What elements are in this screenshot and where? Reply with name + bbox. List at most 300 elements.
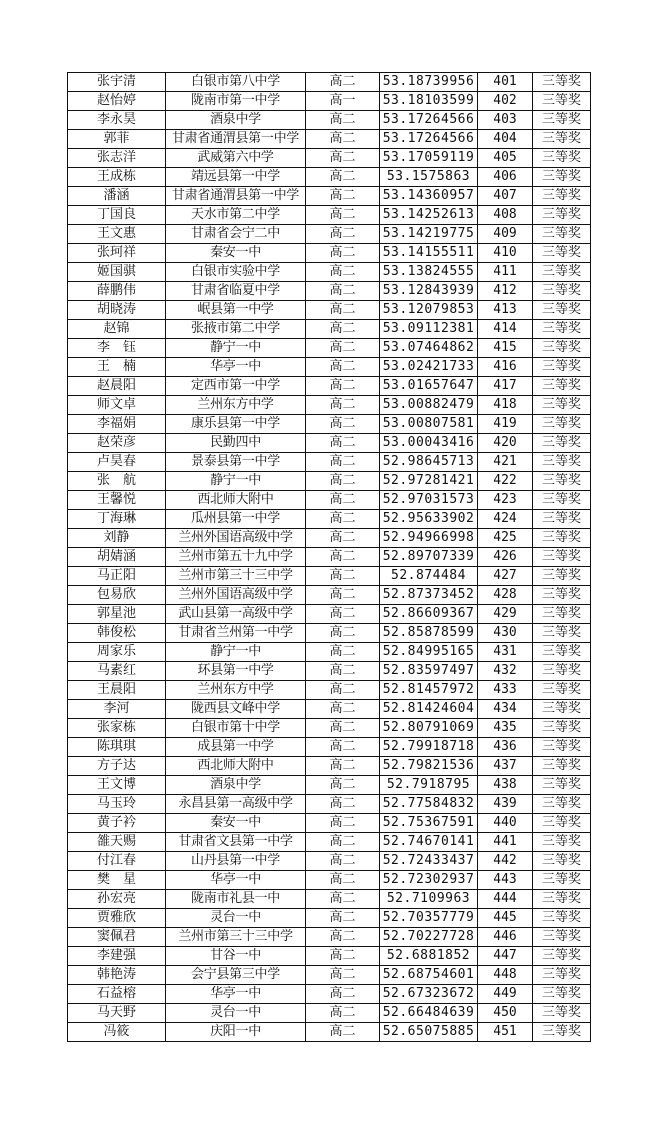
school-cell: 甘肃省文县第一中学 — [166, 833, 306, 852]
name-cell: 赵怡婷 — [68, 92, 166, 111]
award-cell: 三等奖 — [533, 415, 591, 434]
table-row — [68, 586, 591, 605]
score-cell: 52.79821536 — [380, 757, 478, 776]
award-cell: 三等奖 — [533, 168, 591, 187]
name-cell: 张志洋 — [68, 149, 166, 168]
award-cell: 三等奖 — [533, 377, 591, 396]
school-cell: 秦安一中 — [166, 814, 306, 833]
grade-cell: 高二 — [306, 301, 380, 320]
grade-cell: 高二 — [306, 643, 380, 662]
award-cell: 三等奖 — [533, 757, 591, 776]
score-cell: 53.00882479 — [380, 396, 478, 415]
table-row — [68, 776, 591, 795]
score-cell: 52.72433437 — [380, 852, 478, 871]
name-cell: 韩艳涛 — [68, 966, 166, 985]
grade-cell: 高二 — [306, 662, 380, 681]
school-cell: 华亭一中 — [166, 871, 306, 890]
award-cell: 三等奖 — [533, 681, 591, 700]
rank-cell: 435 — [478, 719, 533, 738]
name-cell: 马玉玲 — [68, 795, 166, 814]
rank-cell: 409 — [478, 225, 533, 244]
award-cell: 三等奖 — [533, 776, 591, 795]
school-cell: 灵台一中 — [166, 1004, 306, 1023]
grade-cell: 高二 — [306, 320, 380, 339]
rank-cell: 428 — [478, 586, 533, 605]
award-cell: 三等奖 — [533, 453, 591, 472]
school-cell: 环县第一中学 — [166, 662, 306, 681]
score-cell: 53.12843939 — [380, 282, 478, 301]
school-cell: 岷县第一中学 — [166, 301, 306, 320]
score-cell: 52.80791069 — [380, 719, 478, 738]
score-cell: 53.02421733 — [380, 358, 478, 377]
grade-cell: 高二 — [306, 719, 380, 738]
award-cell: 三等奖 — [533, 206, 591, 225]
school-cell: 庆阳一中 — [166, 1023, 306, 1042]
table-row — [68, 73, 591, 92]
grade-cell: 高二 — [306, 966, 380, 985]
rank-cell: 434 — [478, 700, 533, 719]
school-cell: 华亭一中 — [166, 358, 306, 377]
school-cell: 静宁一中 — [166, 643, 306, 662]
table-row — [68, 833, 591, 852]
award-cell: 三等奖 — [533, 985, 591, 1004]
school-cell: 兰州市第三十三中学 — [166, 928, 306, 947]
score-cell: 52.97031573 — [380, 491, 478, 510]
table-row — [68, 1004, 591, 1023]
grade-cell: 高二 — [306, 529, 380, 548]
grade-cell: 高二 — [306, 985, 380, 1004]
award-cell: 三等奖 — [533, 738, 591, 757]
table-row — [68, 282, 591, 301]
school-cell: 甘肃省临夏中学 — [166, 282, 306, 301]
table-row — [68, 301, 591, 320]
award-cell: 三等奖 — [533, 472, 591, 491]
table-row — [68, 263, 591, 282]
name-cell: 张家栋 — [68, 719, 166, 738]
rank-cell: 441 — [478, 833, 533, 852]
school-cell: 兰州外国语高级中学 — [166, 586, 306, 605]
school-cell: 武威第六中学 — [166, 149, 306, 168]
rank-cell: 419 — [478, 415, 533, 434]
rank-cell: 416 — [478, 358, 533, 377]
award-cell: 三等奖 — [533, 700, 591, 719]
score-cell: 52.72302937 — [380, 871, 478, 890]
rank-cell: 443 — [478, 871, 533, 890]
score-cell: 52.87373452 — [380, 586, 478, 605]
grade-cell: 高二 — [306, 225, 380, 244]
rank-cell: 420 — [478, 434, 533, 453]
table-row — [68, 358, 591, 377]
award-cell: 三等奖 — [533, 624, 591, 643]
rank-cell: 436 — [478, 738, 533, 757]
award-cell: 三等奖 — [533, 890, 591, 909]
school-cell: 甘谷一中 — [166, 947, 306, 966]
grade-cell: 高二 — [306, 586, 380, 605]
grade-cell: 高二 — [306, 909, 380, 928]
rank-cell: 403 — [478, 111, 533, 130]
grade-cell: 高二 — [306, 206, 380, 225]
rank-cell: 414 — [478, 320, 533, 339]
results-table-body — [68, 73, 591, 1042]
award-cell: 三等奖 — [533, 1004, 591, 1023]
school-cell: 酒泉中学 — [166, 111, 306, 130]
grade-cell: 高二 — [306, 434, 380, 453]
score-cell: 53.07464862 — [380, 339, 478, 358]
name-cell: 胡婧涵 — [68, 548, 166, 567]
table-row — [68, 795, 591, 814]
school-cell: 灵台一中 — [166, 909, 306, 928]
name-cell: 贾雅欣 — [68, 909, 166, 928]
grade-cell: 高二 — [306, 890, 380, 909]
grade-cell: 高二 — [306, 681, 380, 700]
rank-cell: 432 — [478, 662, 533, 681]
rank-cell: 439 — [478, 795, 533, 814]
rank-cell: 408 — [478, 206, 533, 225]
award-cell: 三等奖 — [533, 795, 591, 814]
table-row — [68, 985, 591, 1004]
grade-cell: 高二 — [306, 377, 380, 396]
grade-cell: 高二 — [306, 548, 380, 567]
score-cell: 53.14219775 — [380, 225, 478, 244]
score-cell: 53.17264566 — [380, 111, 478, 130]
table-row — [68, 415, 591, 434]
rank-cell: 401 — [478, 73, 533, 92]
rank-cell: 407 — [478, 187, 533, 206]
rank-cell: 427 — [478, 567, 533, 586]
award-cell: 三等奖 — [533, 548, 591, 567]
table-row — [68, 643, 591, 662]
score-cell: 53.00807581 — [380, 415, 478, 434]
rank-cell: 430 — [478, 624, 533, 643]
table-row — [68, 890, 591, 909]
name-cell: 丁国良 — [68, 206, 166, 225]
table-row — [68, 909, 591, 928]
award-cell: 三等奖 — [533, 92, 591, 111]
grade-cell: 高二 — [306, 852, 380, 871]
score-cell: 52.7918795 — [380, 776, 478, 795]
school-cell: 永昌县第一高级中学 — [166, 795, 306, 814]
table-row — [68, 92, 591, 111]
name-cell: 王晨阳 — [68, 681, 166, 700]
award-cell: 三等奖 — [533, 130, 591, 149]
table-row — [68, 396, 591, 415]
table-row — [68, 510, 591, 529]
score-cell: 52.74670141 — [380, 833, 478, 852]
name-cell: 李福娟 — [68, 415, 166, 434]
table-row — [68, 149, 591, 168]
score-cell: 53.17264566 — [380, 130, 478, 149]
rank-cell: 418 — [478, 396, 533, 415]
score-cell: 52.67323672 — [380, 985, 478, 1004]
score-cell: 52.77584832 — [380, 795, 478, 814]
score-cell: 53.00043416 — [380, 434, 478, 453]
award-cell: 三等奖 — [533, 928, 591, 947]
grade-cell: 高二 — [306, 567, 380, 586]
grade-cell: 高二 — [306, 396, 380, 415]
score-cell: 53.14360957 — [380, 187, 478, 206]
grade-cell: 高二 — [306, 871, 380, 890]
school-cell: 天水市第二中学 — [166, 206, 306, 225]
school-cell: 山丹县第一中学 — [166, 852, 306, 871]
table-row — [68, 168, 591, 187]
name-cell: 卢昊春 — [68, 453, 166, 472]
rank-cell: 422 — [478, 472, 533, 491]
name-cell: 刘静 — [68, 529, 166, 548]
score-cell: 52.7109963 — [380, 890, 478, 909]
score-cell: 52.85878599 — [380, 624, 478, 643]
table-row — [68, 377, 591, 396]
award-cell: 三等奖 — [533, 225, 591, 244]
name-cell: 王成栋 — [68, 168, 166, 187]
score-cell: 52.79918718 — [380, 738, 478, 757]
award-cell: 三等奖 — [533, 301, 591, 320]
grade-cell: 高二 — [306, 776, 380, 795]
grade-cell: 高二 — [306, 1004, 380, 1023]
school-cell: 兰州市第三十三中学 — [166, 567, 306, 586]
name-cell: 包易欣 — [68, 586, 166, 605]
grade-cell: 高二 — [306, 833, 380, 852]
school-cell: 张掖市第二中学 — [166, 320, 306, 339]
score-cell: 53.14252613 — [380, 206, 478, 225]
school-cell: 武山县第一高级中学 — [166, 605, 306, 624]
table-row — [68, 130, 591, 149]
score-cell: 52.81457972 — [380, 681, 478, 700]
school-cell: 静宁一中 — [166, 472, 306, 491]
school-cell: 兰州市第五十九中学 — [166, 548, 306, 567]
rank-cell: 450 — [478, 1004, 533, 1023]
grade-cell: 高二 — [306, 244, 380, 263]
score-cell: 52.83597497 — [380, 662, 478, 681]
score-cell: 53.17059119 — [380, 149, 478, 168]
rank-cell: 424 — [478, 510, 533, 529]
school-cell: 定西市第一中学 — [166, 377, 306, 396]
name-cell: 冯筱 — [68, 1023, 166, 1042]
rank-cell: 410 — [478, 244, 533, 263]
score-cell: 52.81424604 — [380, 700, 478, 719]
rank-cell: 440 — [478, 814, 533, 833]
score-cell: 53.1575863 — [380, 168, 478, 187]
score-cell: 52.6881852 — [380, 947, 478, 966]
name-cell: 李河 — [68, 700, 166, 719]
grade-cell: 高二 — [306, 282, 380, 301]
grade-cell: 高一 — [306, 92, 380, 111]
name-cell: 李建强 — [68, 947, 166, 966]
name-cell: 师文卓 — [68, 396, 166, 415]
name-cell: 周家乐 — [68, 643, 166, 662]
rank-cell: 425 — [478, 529, 533, 548]
school-cell: 陇南市礼县一中 — [166, 890, 306, 909]
name-cell: 张宇清 — [68, 73, 166, 92]
score-cell: 52.75367591 — [380, 814, 478, 833]
school-cell: 甘肃省会宁二中 — [166, 225, 306, 244]
table-row — [68, 567, 591, 586]
rank-cell: 417 — [478, 377, 533, 396]
school-cell: 兰州东方中学 — [166, 396, 306, 415]
grade-cell: 高二 — [306, 510, 380, 529]
table-row — [68, 491, 591, 510]
award-cell: 三等奖 — [533, 814, 591, 833]
name-cell: 张 航 — [68, 472, 166, 491]
name-cell: 雒天赐 — [68, 833, 166, 852]
score-cell: 53.18739956 — [380, 73, 478, 92]
name-cell: 窦佩君 — [68, 928, 166, 947]
name-cell: 王文博 — [68, 776, 166, 795]
name-cell: 赵荣彦 — [68, 434, 166, 453]
award-cell: 三等奖 — [533, 339, 591, 358]
name-cell: 王文惠 — [68, 225, 166, 244]
school-cell: 景泰县第一中学 — [166, 453, 306, 472]
rank-cell: 423 — [478, 491, 533, 510]
table-row — [68, 852, 591, 871]
rank-cell: 447 — [478, 947, 533, 966]
score-cell: 52.70227728 — [380, 928, 478, 947]
table-row — [68, 947, 591, 966]
score-cell: 53.12079853 — [380, 301, 478, 320]
name-cell: 陈琪琪 — [68, 738, 166, 757]
school-cell: 兰州东方中学 — [166, 681, 306, 700]
school-cell: 甘肃省通渭县第一中学 — [166, 130, 306, 149]
name-cell: 马素红 — [68, 662, 166, 681]
name-cell: 王 楠 — [68, 358, 166, 377]
name-cell: 赵锦 — [68, 320, 166, 339]
table-row — [68, 681, 591, 700]
grade-cell: 高二 — [306, 358, 380, 377]
table-row — [68, 871, 591, 890]
results-table — [67, 72, 591, 1042]
award-cell: 三等奖 — [533, 358, 591, 377]
score-cell: 52.98645713 — [380, 453, 478, 472]
award-cell: 三等奖 — [533, 396, 591, 415]
table-row — [68, 738, 591, 757]
award-cell: 三等奖 — [533, 662, 591, 681]
grade-cell: 高二 — [306, 168, 380, 187]
name-cell: 马正阳 — [68, 567, 166, 586]
table-row — [68, 225, 591, 244]
grade-cell: 高二 — [306, 814, 380, 833]
rank-cell: 431 — [478, 643, 533, 662]
table-row — [68, 928, 591, 947]
award-cell: 三等奖 — [533, 529, 591, 548]
rank-cell: 437 — [478, 757, 533, 776]
name-cell: 黄子衿 — [68, 814, 166, 833]
score-cell: 52.68754601 — [380, 966, 478, 985]
grade-cell: 高二 — [306, 700, 380, 719]
award-cell: 三等奖 — [533, 605, 591, 624]
award-cell: 三等奖 — [533, 567, 591, 586]
school-cell: 康乐县第一中学 — [166, 415, 306, 434]
award-cell: 三等奖 — [533, 871, 591, 890]
grade-cell: 高二 — [306, 453, 380, 472]
table-row — [68, 548, 591, 567]
score-cell: 52.66484639 — [380, 1004, 478, 1023]
rank-cell: 405 — [478, 149, 533, 168]
score-cell: 52.874484 — [380, 567, 478, 586]
rank-cell: 451 — [478, 1023, 533, 1042]
rank-cell: 438 — [478, 776, 533, 795]
award-cell: 三等奖 — [533, 643, 591, 662]
rank-cell: 415 — [478, 339, 533, 358]
score-cell: 53.01657647 — [380, 377, 478, 396]
school-cell: 甘肃省兰州第一中学 — [166, 624, 306, 643]
rank-cell: 411 — [478, 263, 533, 282]
table-row — [68, 320, 591, 339]
score-cell: 52.94966998 — [380, 529, 478, 548]
grade-cell: 高二 — [306, 1023, 380, 1042]
grade-cell: 高二 — [306, 187, 380, 206]
school-cell: 静宁一中 — [166, 339, 306, 358]
rank-cell: 421 — [478, 453, 533, 472]
school-cell: 白银市第十中学 — [166, 719, 306, 738]
name-cell: 张珂祥 — [68, 244, 166, 263]
name-cell: 丁海琳 — [68, 510, 166, 529]
rank-cell: 404 — [478, 130, 533, 149]
award-cell: 三等奖 — [533, 491, 591, 510]
grade-cell: 高二 — [306, 263, 380, 282]
award-cell: 三等奖 — [533, 852, 591, 871]
score-cell: 52.84995165 — [380, 643, 478, 662]
table-row — [68, 187, 591, 206]
name-cell: 赵晨阳 — [68, 377, 166, 396]
score-cell: 53.18103599 — [380, 92, 478, 111]
table-row — [68, 757, 591, 776]
table-row — [68, 966, 591, 985]
table-row — [68, 662, 591, 681]
grade-cell: 高二 — [306, 130, 380, 149]
name-cell: 胡晓涛 — [68, 301, 166, 320]
school-cell: 靖远县第一中学 — [166, 168, 306, 187]
rank-cell: 406 — [478, 168, 533, 187]
results-sheet — [67, 72, 590, 1042]
grade-cell: 高二 — [306, 624, 380, 643]
grade-cell: 高二 — [306, 738, 380, 757]
name-cell: 孙宏亮 — [68, 890, 166, 909]
award-cell: 三等奖 — [533, 1023, 591, 1042]
award-cell: 三等奖 — [533, 909, 591, 928]
award-cell: 三等奖 — [533, 149, 591, 168]
school-cell: 兰州外国语高级中学 — [166, 529, 306, 548]
table-row — [68, 339, 591, 358]
award-cell: 三等奖 — [533, 434, 591, 453]
school-cell: 瓜州县第一中学 — [166, 510, 306, 529]
score-cell: 52.97281421 — [380, 472, 478, 491]
school-cell: 会宁县第三中学 — [166, 966, 306, 985]
table-row — [68, 719, 591, 738]
name-cell: 马天野 — [68, 1004, 166, 1023]
grade-cell: 高二 — [306, 339, 380, 358]
name-cell: 姬国骐 — [68, 263, 166, 282]
name-cell: 李 钰 — [68, 339, 166, 358]
school-cell: 成县第一中学 — [166, 738, 306, 757]
award-cell: 三等奖 — [533, 263, 591, 282]
score-cell: 52.95633902 — [380, 510, 478, 529]
school-cell: 西北师大附中 — [166, 757, 306, 776]
grade-cell: 高二 — [306, 928, 380, 947]
rank-cell: 444 — [478, 890, 533, 909]
grade-cell: 高二 — [306, 415, 380, 434]
grade-cell: 高二 — [306, 605, 380, 624]
award-cell: 三等奖 — [533, 282, 591, 301]
award-cell: 三等奖 — [533, 947, 591, 966]
rank-cell: 429 — [478, 605, 533, 624]
award-cell: 三等奖 — [533, 719, 591, 738]
table-row — [68, 206, 591, 225]
award-cell: 三等奖 — [533, 833, 591, 852]
grade-cell: 高二 — [306, 757, 380, 776]
award-cell: 三等奖 — [533, 244, 591, 263]
score-cell: 53.09112381 — [380, 320, 478, 339]
table-row — [68, 624, 591, 643]
name-cell: 潘涵 — [68, 187, 166, 206]
